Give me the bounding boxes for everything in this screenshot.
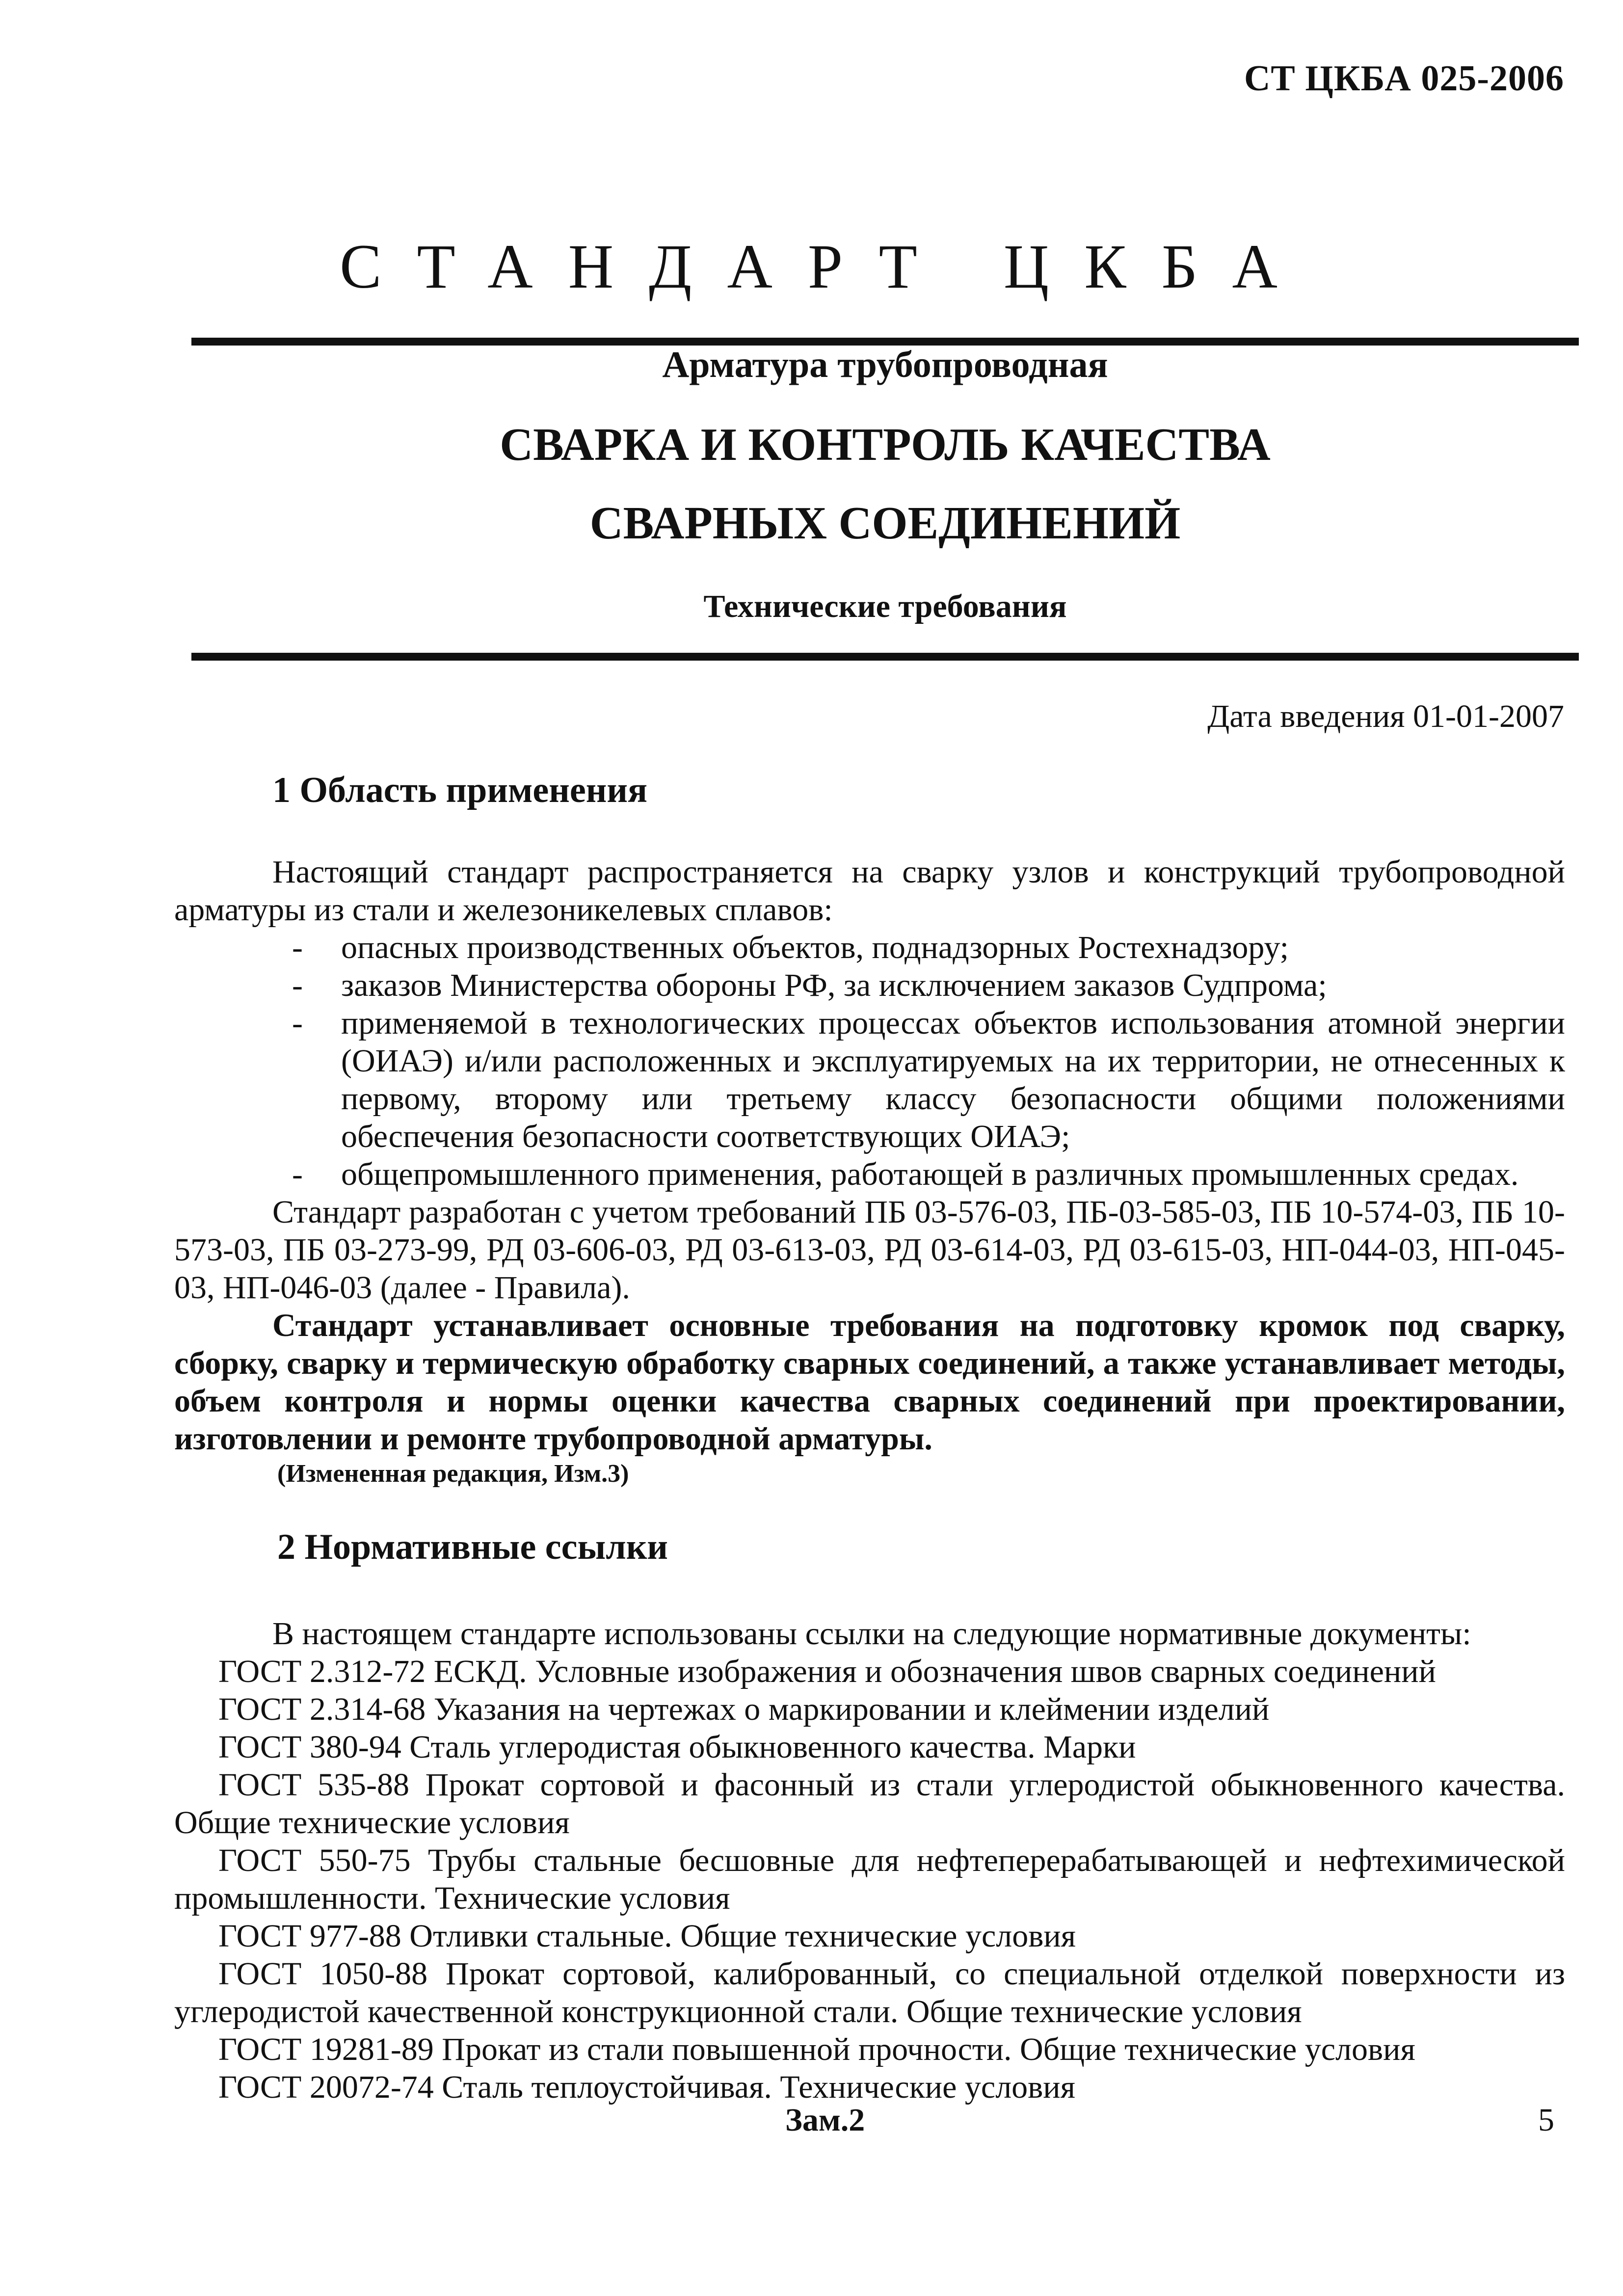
list-item: - заказов Министерства обороны РФ, за исключением заказов Судпрома;	[292, 967, 1327, 1003]
standard-title: СТАНДАРТ ЦКБА	[340, 232, 1313, 301]
developed-with-paragraph: Стандарт разработан с учетом требований ПБ 03-576-03, ПБ-03-585-03, ПБ 10-574-03, ПБ 10-573-03, ПБ 03-273-99, РД 03-606-03, РД 03-613-03, РД 03-614-03, РД 03-615-03, НП-044-03, НП-045-03, НП-046-03 (далее - Правила).	[174, 1194, 1565, 1306]
application-list	[174, 929, 1565, 1193]
reference-item: ГОСТ 380-94 Сталь углеродистая обыкновенного качества. Марки	[218, 1729, 1136, 1765]
change-mark: Зам.2	[785, 2102, 865, 2138]
document-subtitle: Арматура трубопроводная	[662, 344, 1108, 385]
reference-item: ГОСТ 2.314-68 Указания на чертежах о маркировании и клеймении изделий	[218, 1691, 1270, 1727]
reference-item: ГОСТ 19281-89 Прокат из стали повышенной прочности. Общие технические условия	[218, 2031, 1415, 2067]
reference-item: ГОСТ 977-88 Отливки стальные. Общие технические условия	[218, 1918, 1076, 1954]
document-code: СТ ЦКБА 025-2006	[1244, 58, 1564, 99]
references-intro: В настоящем стандарте использованы ссылки на следующие нормативные документы:	[272, 1616, 1471, 1652]
section-1-body	[174, 853, 1565, 1490]
references-list	[174, 1615, 1565, 2106]
reference-item: ГОСТ 1050-88 Прокат сортовой, калиброванный, со специальной отделкой поверхности из углеродистой качественной конструкционной стали. Общие технические условия	[174, 1956, 1565, 2029]
document-requirements-label: Технические требования	[703, 588, 1067, 624]
list-item: - общепромышленного применения, работающей в различных промышленных средах.	[292, 1156, 1519, 1192]
reference-item: ГОСТ 535-88 Прокат сортовой и фасонный из стали углеродистой обыкновенного качества. Общие технические условия	[174, 1767, 1565, 1841]
section-2-heading: 2 Нормативные ссылки	[277, 1527, 668, 1567]
section-1-intro: Настоящий стандарт распространяется на сварку узлов и конструкций трубопроводной арматуры из стали и железоникелевых сплавов:	[174, 854, 1565, 928]
amendment-note: (Измененная редакция, Изм.3)	[277, 1460, 629, 1488]
document-title-line-1: СВАРКА И КОНТРОЛЬ КАЧЕСТВА	[500, 419, 1271, 470]
bottom-rule	[191, 653, 1579, 661]
reference-item: ГОСТ 20072-74 Сталь теплоустойчивая. Технические условия	[218, 2069, 1075, 2105]
scope-paragraph: Стандарт устанавливает основные требования на подготовку кромок под сварку, сборку, сварку и термическую обработку сварных соединений, а также устанавливает методы, объем контроля и нормы оценки качества сварных соединений при проектировании, изготовлении и ремонте трубопроводной арматуры.	[174, 1308, 1565, 1457]
introduction-date: Дата введения 01-01-2007	[1207, 698, 1564, 734]
section-1-heading: 1 Область применения	[272, 770, 648, 810]
page-number: 5	[1538, 2102, 1554, 2138]
list-item: - опасных производственных объектов, поднадзорных Ростехнадзору;	[292, 930, 1289, 965]
list-item: - применяемой в технологических процессах объектов использования атомной энергии (ОИАЭ) и/или расположенных и эксплуатируемых на их территории, не отнесенных к первому, второму или третьему классу безопасности общими положениями обеспечения безопасности соответствующих ОИАЭ;	[292, 1005, 1565, 1154]
reference-item: ГОСТ 550-75 Трубы стальные бесшовные для нефтеперерабатывающей и нефтехимической промышленности. Технические условия	[174, 1842, 1565, 1916]
document-title-line-2: СВАРНЫХ СОЕДИНЕНИЙ	[589, 498, 1181, 549]
reference-item: ГОСТ 2.312-72 ЕСКД. Условные изображения и обозначения швов сварных соединений	[218, 1654, 1436, 1689]
